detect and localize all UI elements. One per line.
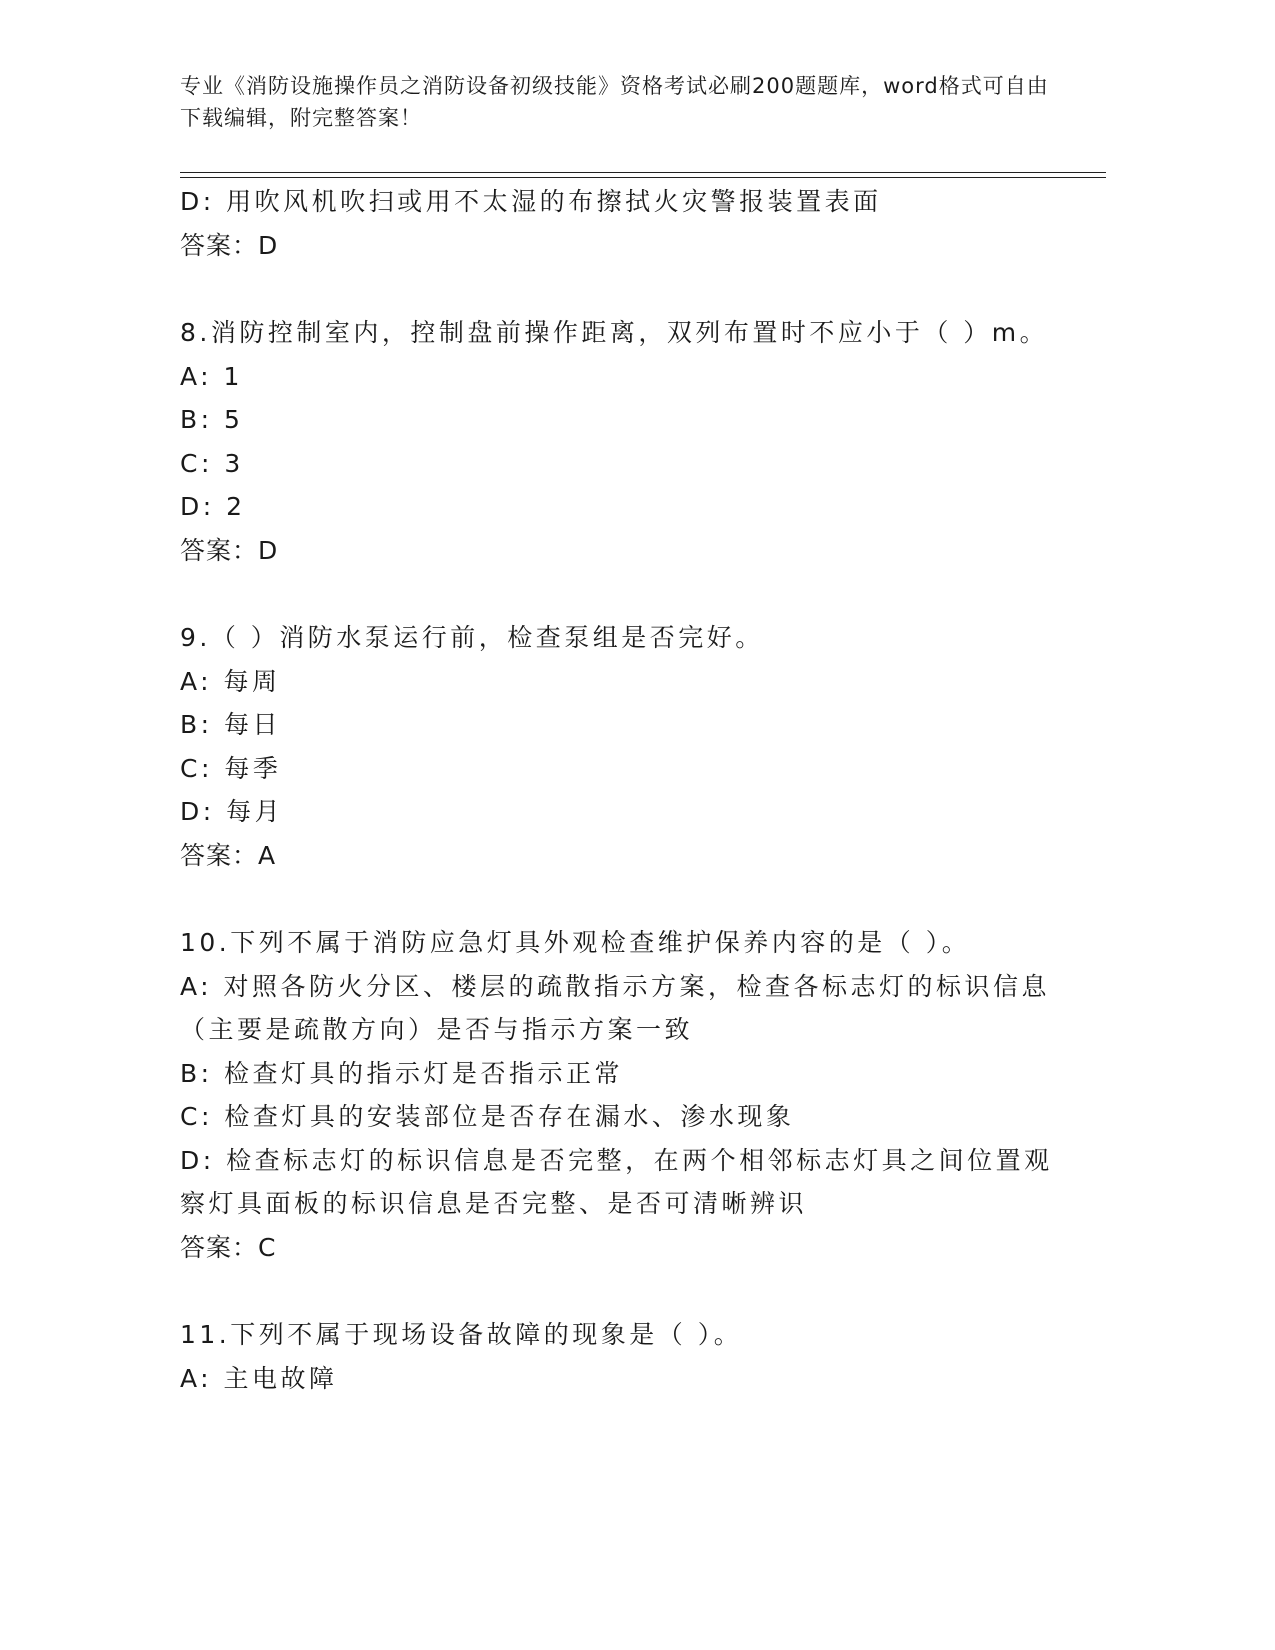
question-9	[180, 616, 1060, 877]
header-rule-bottom	[180, 177, 1106, 178]
option-a: A: 主电故障	[180, 1363, 338, 1393]
question-stem: 11.下列不属于现场设备故障的现象是（ ）。	[180, 1320, 743, 1349]
option-d: D: 检查标志灯的标识信息是否完整，在两个相邻标志灯具之间位置观察灯具面板的标识信息是否完整、是否可清晰辨识	[180, 1145, 1053, 1218]
question-stem: 9.（ ）消防水泵运行前，检查泵组是否完好。	[180, 623, 764, 652]
partial-question	[180, 180, 1060, 267]
question-8	[180, 311, 1060, 572]
document-body	[180, 180, 1060, 1400]
option-d: D: 用吹风机吹扫或用不太湿的布擦拭火灾警报装置表面	[180, 187, 882, 216]
option-b: B: 检查灯具的指示灯是否指示正常	[180, 1058, 624, 1088]
option-d: D: 2	[180, 492, 246, 521]
question-stem: 8.消防控制室内，控制盘前操作距离，双列布置时不应小于（ ）m。	[180, 318, 1049, 347]
option-b: B: 5	[180, 405, 244, 434]
answer-line: 答案：C	[180, 1232, 277, 1262]
answer-line: 答案：D	[180, 230, 279, 260]
option-c: C: 每季	[180, 753, 282, 783]
option-d: D: 每月	[180, 797, 284, 826]
question-11	[180, 1313, 1060, 1400]
option-c: C: 3	[180, 448, 244, 478]
option-b: B: 每日	[180, 710, 282, 739]
option-a: A: 对照各防火分区、楼层的疏散指示方案，检查各标志灯的标识信息（主要是疏散方向）是否与指示方案一致	[180, 971, 1051, 1044]
option-a: A: 每周	[180, 666, 281, 696]
answer-line: 答案：D	[180, 535, 279, 565]
question-10	[180, 921, 1060, 1269]
question-stem: 10.下列不属于消防应急灯具外观检查维护保养内容的是（ ）。	[180, 928, 971, 957]
header-rule-top	[180, 172, 1106, 173]
option-c: C: 检查灯具的安装部位是否存在漏水、渗水现象	[180, 1102, 795, 1131]
page-header: 专业《消防设施操作员之消防设备初级技能》资格考试必刷200题题库，word格式可自由下载编辑，附完整答案！	[180, 74, 1049, 130]
option-a: A: 1	[180, 361, 243, 391]
answer-line: 答案：A	[180, 840, 277, 870]
